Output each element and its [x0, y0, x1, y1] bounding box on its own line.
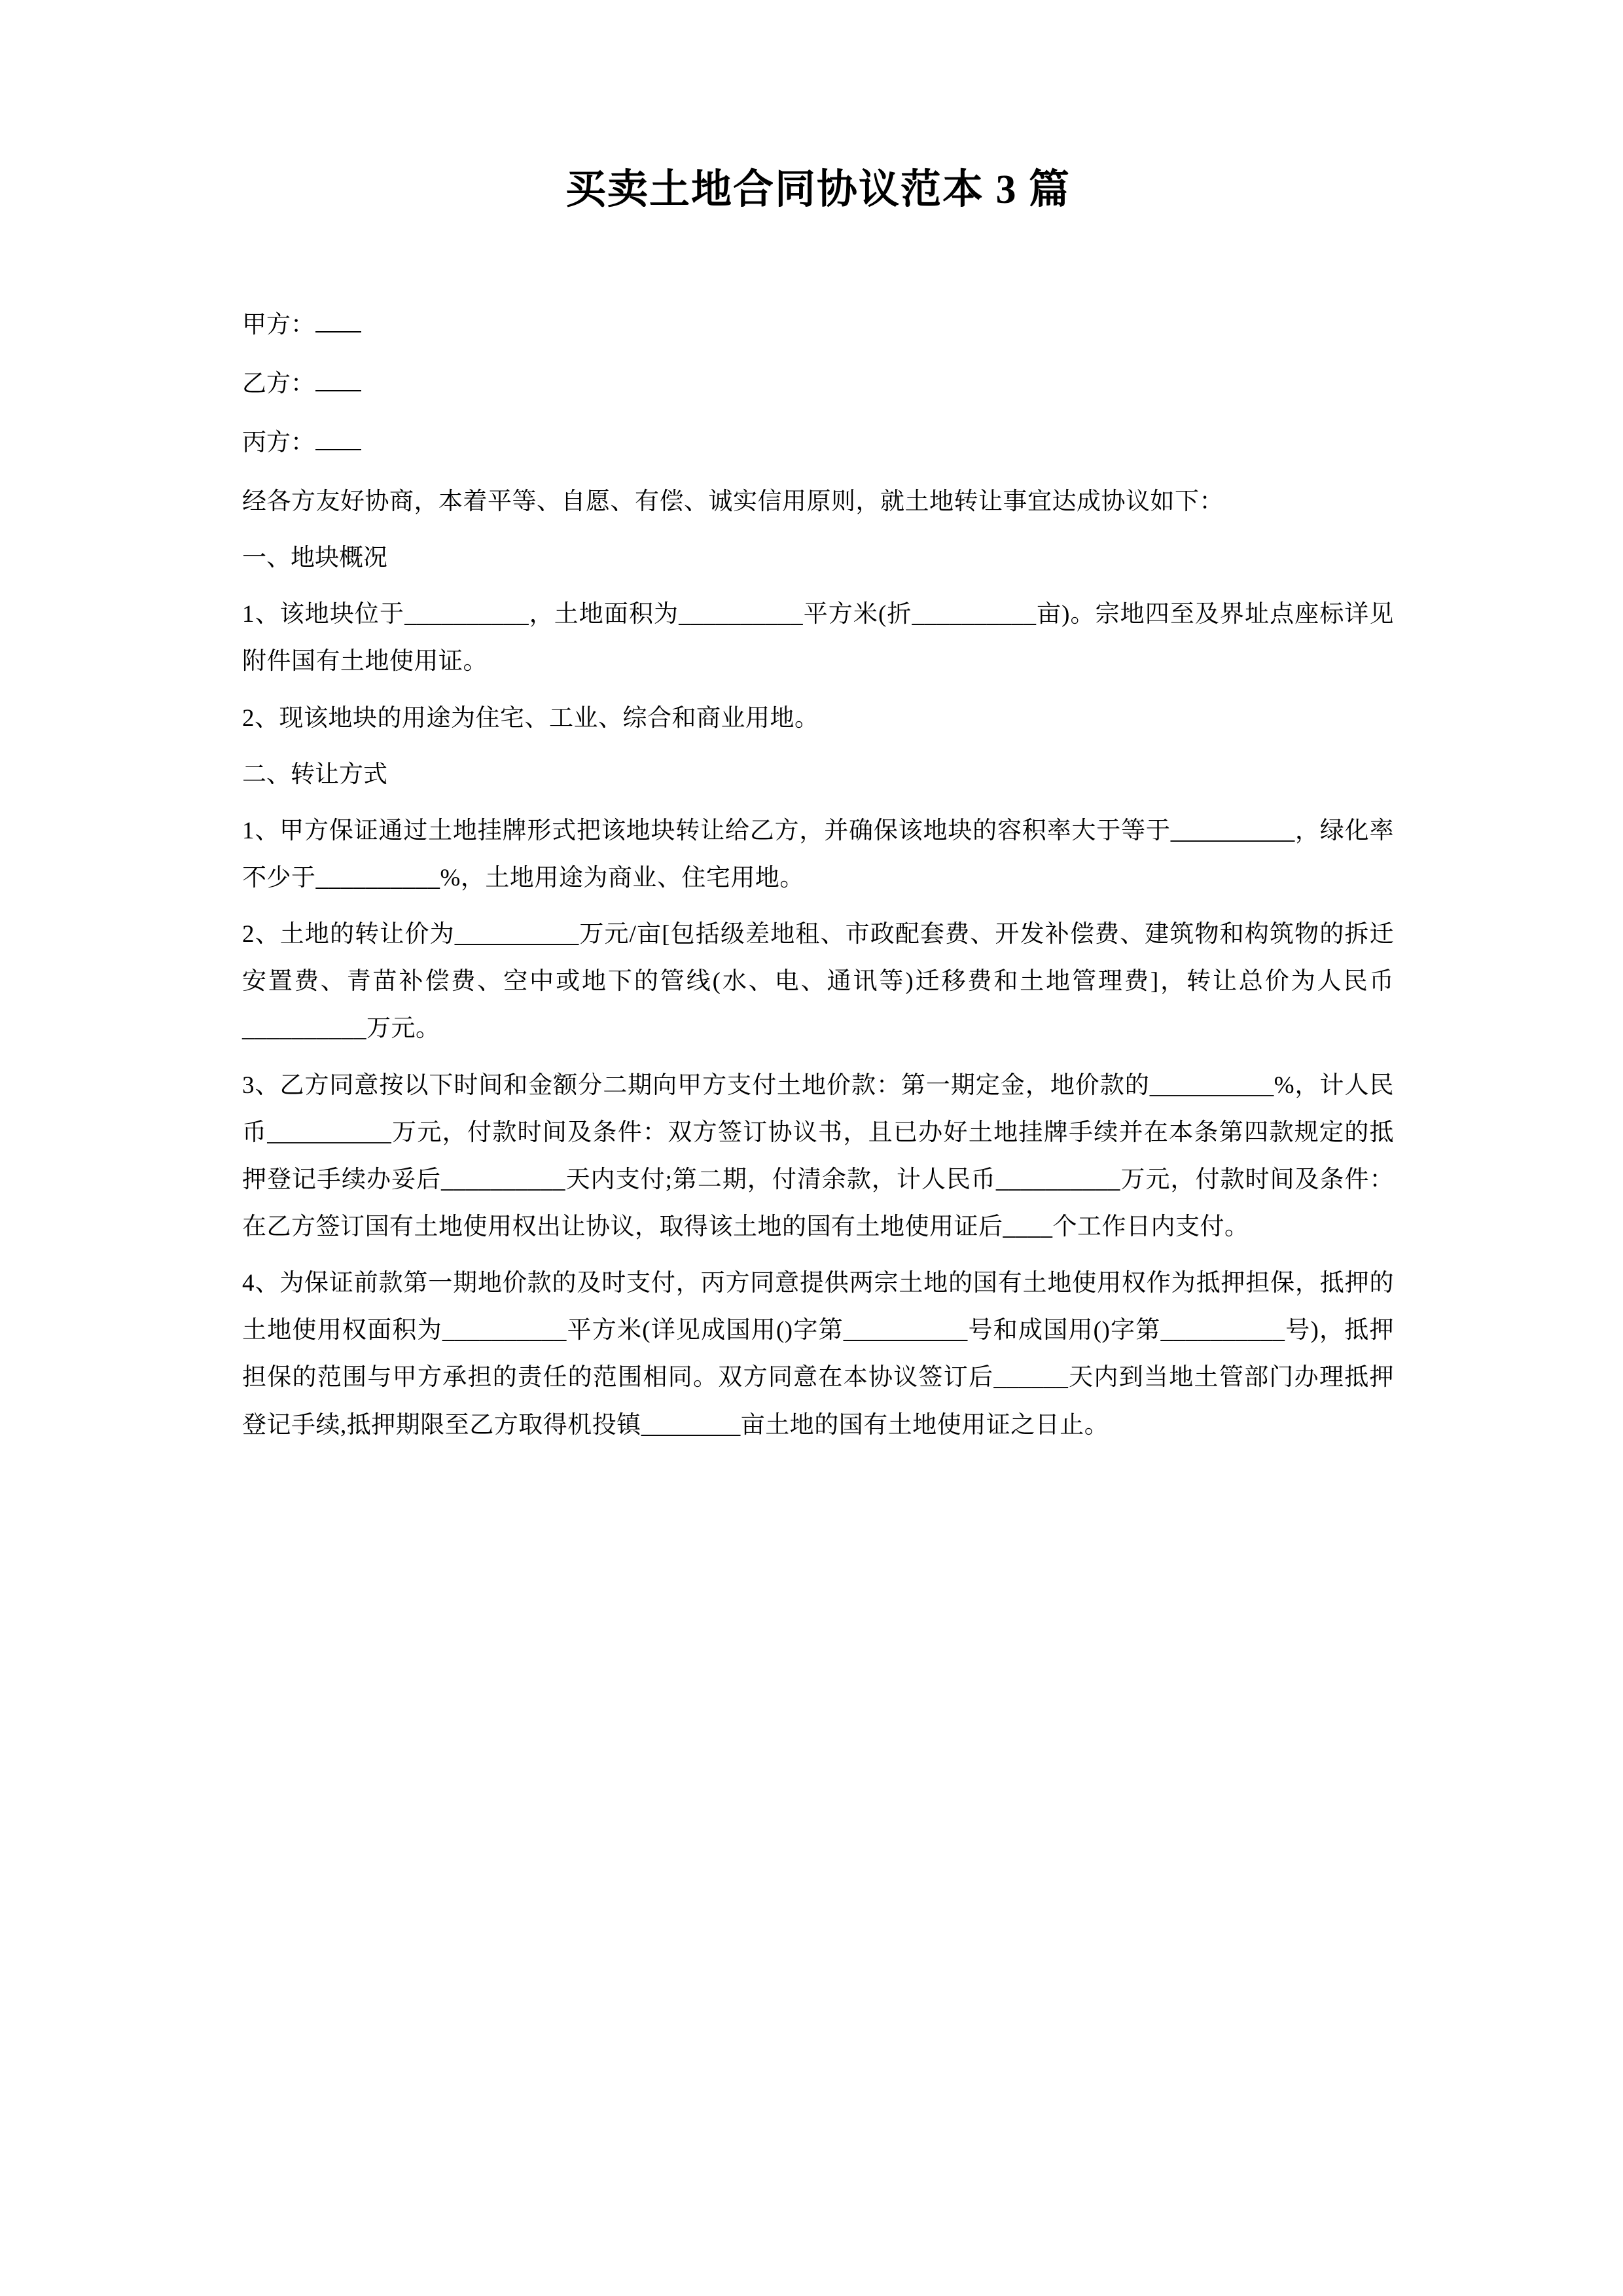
- section-heading-1: 一、地块概况: [242, 545, 387, 572]
- party-blank-bingfang[interactable]: [315, 421, 361, 450]
- section-1-item-1: 1、该地块位于__________，土地面积为__________平方米(折__________亩)。宗地四至及界址点座标详见附件国有土地使用证。: [242, 601, 1394, 675]
- party-label-yifang: 乙方：: [242, 370, 315, 397]
- party-label-bingfang: 丙方：: [242, 429, 315, 456]
- page-title: 买卖土地合同协议范本 3 篇: [565, 168, 1071, 212]
- party-line-bingfang: [242, 420, 1394, 467]
- party-line-yifang: [242, 361, 1394, 408]
- section-2-item-2: 2、土地的转让价为__________万元/亩[包括级差地租、市政配套费、开发补偿费、建筑物和构筑物的拆迁安置费、青苗补偿费、空中或地下的管线(水、电、通讯等)迁移费和土地管理费]，转让总价为人民币__________万元。: [242, 921, 1394, 1043]
- section-1-item-2: 2、现该地块的用途为住宅、工业、综合和商业用地。: [242, 704, 819, 732]
- section-2-item-3: 3、乙方同意按以下时间和金额分二期向甲方支付土地价款：第一期定金，地价款的__________%，计人民币__________万元，付款时间及条件：双方签订协议书，且已办好土地挂牌手续并在本条第四款规定的抵押登记手续办妥后__________天内支付;第二期，付清余款，计人民币__________万元，付款时间及条件：在乙方签订国有土地使用权出让协议，取得该土地的国有土地使用证后____个工作日内支付。: [242, 1071, 1394, 1240]
- party-blank-yifang[interactable]: [315, 362, 361, 391]
- section-2-item-1: 1、甲方保证通过土地挂牌形式把该地块转让给乙方，并确保该地块的容积率大于等于__________，绿化率不少于__________%，土地用途为商业、住宅用地。: [242, 817, 1394, 891]
- party-line-jiafang: [242, 302, 1394, 349]
- party-label-jiafang: 甲方：: [242, 311, 315, 338]
- section-heading-2: 二、转让方式: [242, 761, 387, 788]
- party-blank-jiafang[interactable]: [315, 303, 361, 332]
- document-body: [242, 164, 1394, 1458]
- section-2-item-4: 4、为保证前款第一期地价款的及时支付，丙方同意提供两宗土地的国有土地使用权作为抵押担保，抵押的土地使用权面积为__________平方米(详见成国用()字第__________号和成国用()字第__________号)，抵押担保的范围与甲方承担的责任的范围相同。双方同意在本协议签订后______天内到当地土管部门办理抵押登记手续,抵押期限至乙方取得机投镇________亩土地的国有土地使用证之日止。: [242, 1270, 1394, 1439]
- preamble-paragraph: 经各方友好协商，本着平等、自愿、有偿、诚实信用原则，就土地转让事宜达成协议如下：: [242, 488, 1224, 516]
